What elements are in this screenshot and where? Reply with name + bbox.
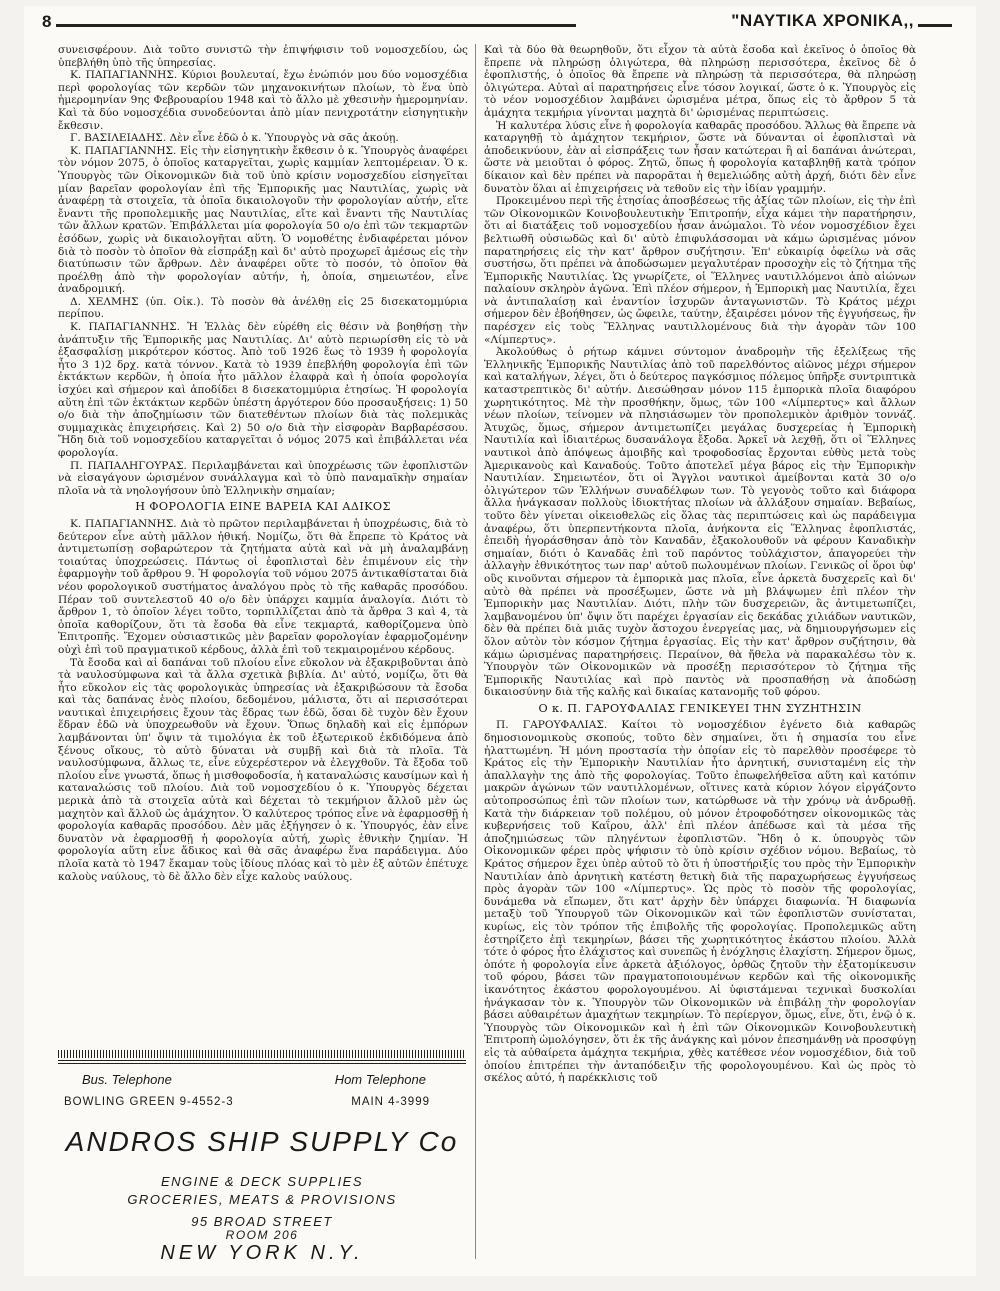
home-telephone-number: MAIN 4-3999 xyxy=(351,1096,430,1108)
bus-telephone-number: BOWLING GREEN 9-4552-3 xyxy=(64,1096,234,1108)
ad-line-groceries: GROCERIES, MEATS & PROVISIONS xyxy=(127,1192,397,1207)
ad-top-rule xyxy=(58,1050,466,1058)
paragraph: Π. ΠΑΠΑΛΗΓΟΥΡΑΣ. Περιλαμβάνεται καὶ ὑποχρέωσις τῶν ἐφοπλιστῶν νὰ εἰσαγάγουν ὡρισμένον συνάλλαγμα καὶ τὸ ὑπὸ παναμαϊκὴν σημαίαν πλοῖα νὰ τὰ νηολογήσουν ὑπὸ Ἑλληνικὴν σημαίαν; xyxy=(58,459,468,497)
paragraph: Κ. ΠΑΠΑΓΙΑΝΝΗΣ. Κύριοι βουλευταί, ἔχω ἐνώπιόν μου δύο νομοσχέδια περὶ φορολογίας τῶν κερδῶν τῶν μηχανοκινήτων πλοίων, τὸ ἕνα ὑπὸ ἡμερομηνίαν 9ης Φεβρουαρίου 1948 καὶ τὸ ἄλλο μὲ χθεσινὴν ἡμερομηνίαν. Καὶ τὰ δύο νομοσχέδια συνοδεύονται ἀπὸ μίαν πενιχροτάτην εἰσηγητικὴν ἔκθεσιν. xyxy=(58,69,468,132)
paragraph: Π. ΓΑΡΟΥΦΑΛΙΑΣ. Καίτοι τὸ νομοσχέδιον ἐγένετο διὰ καθαρῶς δημοσιονομικοὺς σκοπούς, τοῦτο δὲν σημαίνει, ὅτι ἡ σημασία του εἶνε ἠλαττωμένη. Ἡ μόνη προστασία τὴν ὁποίαν εἰς τὸ παρελθὸν προσέφερε τὸ Κράτος εἰς τὴν Ἐμπορικὴν Ναυτιλίαν ἦτο ἀρνητική, συνισταμένη εἰς τὴν ἀπαλλαγὴν της ἀπὸ τῆς φορολογίας. Τοῦτο ἐπωφελήθεῖσα αὕτη καὶ κατόπιν μακρῶν ἀγώνων τῶν ναυτιλλομένων, οἵτινες κατὰ κύριον λόγον εἰργάζοντο αὐτοπροσώπως ἐπὶ τῶν πλοίων των, κατώρθωσε νὰ τὴν χρόνῳ νὰ ἀνδρωθῇ. Κατὰ τὴν διάρκειαν τοῦ πολέμου, οὐ μόνον ἐτροφοδότησεν οἰκονομικῶς τὰς κυβερνήσεις τοῦ Καΐρου, ἀλλ' ἐπὶ πλέον ἀπέδωσε καὶ τὰ μέσα τῆς ἀποζημιώσεως τῶν πληγέντων ἐφοπλιστῶν. Ἤδη ὁ κ. ὑπουργὸς τῶν Οἰκονομικῶν φέρει πρὸς ψήφισιν τὸ ὑπὸ κρίσιν σχέδιον νόμου. Βεβαίως, τὸ Κράτος σήμερον ἔχει ὑπὲρ αὐτοῦ τὸ ὅτι ἡ ὑποστήριξίς του πρὸς τὴν Ἐμπορικὴν Ναυτιλίαν ἀπὸ ἀρνητικὴ κατέστη θετικὴ διὰ τῆς παραχωρήσεως ἐγγυήσεως πρὸς ἀγορὰν τῶν 100 «Λίμπερτυς». Ὡς πρὸς τὸ ποσὸν τῆς φορολογίας, δυνάμεθα νὰ εἴπωμεν, ὅτι κατ' ἀρχὴν δὲν ὑπάρχει διαφωνία. Ἡ διαφωνία μεταξὺ τοῦ Ὑπουργοῦ τῶν Οἰκονομικῶν καὶ τῶν ἐφοπλιστῶν συνίσταται, κυρίως, εἰς τὸν τρόπον τῆς ἐπιβολῆς τῆς φορολογίας. Προπολεμικῶς αὕτη ἐστηρίζετο ἐπὶ τεκμηρίων, βάσει τῆς χωρητικότητος ἑκάστου πλοίου. Ἀλλὰ τότε ὁ φόρος ἦτο ἐλάχιστος καὶ συνεπῶς ἡ ἐνόχλησις ἐλαχίστη. Σήμερον ὅμως, ὁπότε ἡ φορολογία εἶνε ἀρκετὰ ἀξιόλογος, ὀρθῶς ζητοῦν τὴν ἐξατομίκευσιν τοῦ φόρου, βάσει τῶν πραγματοποιουμένων κερδῶν καὶ τῆς οἰκονομικῆς ἱκανότητος ἑκάστου φορολογουμένου. Αἱ ὑφιστάμεναι τεχνικαὶ δυσκολίαι ἠνάγκασαν τὸν κ. Ὑπουργὸν τῶν Οἰκονομικῶν νὰ ἐπιβάλῃ τὴν φορολογίαν βάσει αὐθαιρέτων ἀμαχήτων τεκμηρίων. Τὸ περίεργον, ὅμως, εἶνε, ὅτι, ἐνῷ ὁ κ. Ὑπουργὸς τῶν Οἰκονομικῶν καὶ ἡ ἐπὶ τῶν Οἰκονομικῶν Κοινοβουλευτικὴ Ἐπιτροπὴ ὡμολόγησεν, ὅτι ἐκ τῆς ἀνάγκης καὶ μόνον ἐπεσημάνθῃ νὰ προσφύγῃ εἰς τὰ αὐθαίρετα ἀμάχητα τεκμήρια, χθὲς κατέθεσε νέον νομοσχέδιον, διὰ τοῦ ὁποίου ἐπιτρέπει τὴν ἀνταπόδειξιν τῆς φορολογουμένου. Καὶ ὡς πρὸς τὸ σκέλος αὐτό, ἡ παρέκκλισις τοῦ xyxy=(484,719,916,1085)
paragraph: Τὰ ἔσοδα καὶ αἱ δαπάναι τοῦ πλοίου εἶνε εὔκολον νὰ ἐξακριβοῦνται ἀπὸ τὰ ναυλοσύμφωνα καὶ τὰ ἄλλα σχετικὰ βιβλία. Δι' αὐτό, νομίζω, ὅτι θὰ ἦτο εὔκολον εἰς τὰς φορολογικὰς ὑπηρεσίας νὰ ἐξακριβώσουν τὰ ἔσοδα καὶ τὰς δαπάνας ἑνὸς πλοίου, δεδομένου, μάλιστα, ὅτι αἱ περισσότεραι ναυτικαὶ ἐπιχειρήσεις ἔχουν τὰς ἕδρας των ἐδῶ, ὅσαι δὲ τυχὸν δὲν ἔχουν ἕδραν ἐδῶ νὰ ὑποχρεωθοῦν νὰ ἔχουν. Ὅπως δηλαδὴ καὶ εἰς ἐμπόρων λαμβάνονται ὑπ' ὄψιν τὰ τιμολόγια ἐκ τοῦ ἐξωτερικοῦ ἐκδιδόμενα ἀπὸ ξένους οἴκους, τὸ αὐτὸ δύναται νὰ συμβῇ καὶ διὰ τὰ πλοῖα. Τὰ ναυλοσύμφωνα, ἄλλως τε, εἶνε εὐχερέστερον νὰ ἐλεγχθοῦν. Τὰ ἔξοδα τοῦ πλοίου εἶνε γνωστά, ὅπως ἡ μισθοφοδοσία, ἡ καταναλώσις καυσίμων καὶ ἡ καταναλώσις τοῦ πλοίου. Διὰ τοῦ νομοσχεδίου ὁ κ. Ὑπουργὸς δέχεται μερικὰ ἀπὸ τὰ στοιχεῖα αὐτὰ καὶ δέχεται τὸ τεκμήριον ἄλλοῦ μὲν ὡς μαχητὸν καὶ ἄλλοῦ ὡς ἀμάχητον. Ὁ καλύτερος τρόπος εἶνε νὰ ἐφαρμοσθῇ ἡ φορολογία καθαρᾶς προσόδου. Δὲν μᾶς ἐξήγησεν ὁ κ. Ὑπουργός, ἐὰν εἶνε δυνατὸν νὰ ἐφαρμοσθῇ ἡ φορολογία αὐτή, χωρὶς ἐθνικὴν ζημίαν. Ἡ φορολογία αὕτη εἶνε ἄδικος καὶ θὰ σᾶς ἀναφέρω ἕνα παράδειγμα. Δύο πλοῖα κατὰ τὸ 1947 ἔκαμαν τοὺς ἰδίους πλόας καὶ τὸ μὲν ἐξ αὐτῶν ἐπέτυχε καλοὺς ναύλους, τὸ δὲ ἄλλο δὲν εἶχε καλοὺς ναύλους. xyxy=(58,656,468,883)
paragraph: Κ. ΠΑΠΑΓΙΑΝΝΗΣ. Εἰς τὴν εἰσηγητικὴν ἔκθεσιν ὁ κ. Ὑπουργὸς ἀναφέρει τὸν νόμον 2075, ὁ ὁποῖος καταργεῖται, χωρὶς καμμίαν λεπτομέρειαν. Ὁ κ. Ὑπουργὸς τῶν Οἰκονομικῶν διὰ τοῦ ὑπὸ κρίσιν νομοσχεδίου εἰσηγεῖται μίαν βαρεῖαν φορολογίαν ἐπὶ τῆς Ἐμπορικῆς μας Ναυτιλίας, χωρὶς νὰ ἀναφέρῃ τὰ στοιχεῖα, τὰ ὁποῖα δικαιολογοῦν τὴν φορολογίαν αὐτήν, εἴτε ἔναντι τῆς προπολεμικῆς μας Ναυτιλίας, εἴτε καὶ ἔναντι τῆς Ναυτιλίας τῶν ἄλλων κρατῶν. Ἐπιβάλλεται μία φορολογία 50 ο/ο ἐπὶ τῶν τεκμαρτῶν ἐσόδων, χωρὶς νὰ δικαιολογῆται αὕτη. Ὁ νομοθέτης ἐνδιαφέρεται μόνον διὰ τὸ ποσὸν τὸ ὁποῖον θὰ εἰσπράξῃ καὶ δι' αὐτὸ προχωρεῖ ἀμέσως εἰς τὴν διατύπωσιν τῶν ἄρθρων. Δὲν ἀναφέρει οὔτε τὸ ποσόν, τὸ ὁποῖον θὰ προέλθῃ ἀπὸ τὴν φορολογίαν αὐτήν, ἡ, ὁποία, σημειωτέον, εἶνε ἀναδρομική. xyxy=(58,144,468,296)
paragraph: Ἀκολούθως ὁ ρήτωρ κάμνει σύντομον ἀναδρομὴν τῆς ἐξελίξεως τῆς Ἑλληνικῆς Ἐμπορικῆς Ναυτιλίας ἀπὸ τοῦ παρελθόντος αἰῶνος μέχρι σήμερον καὶ καταλήγων, λέγει, ὅτι ὁ δεύτερος παγκόσμιος πόλεμος ὑπῆρξε συντριπτικὰ καταστρεπτικὸς δι' αὐτήν. Διεσώθησαν μόνον 115 ἐμπορικὰ πλοῖα διαφόρου χωρητικότητος. Μὲ τὴν προσθήκην, ὅμως, τῶν 100 «Λίμπερτυς» καὶ ἄλλων νέων πλοίων, τείνομεν νὰ πλησιάσωμεν τὸν προπολεμικὸν ἀριθμὸν τοννάζ. Ἀτυχῶς, ὅμως, σήμερον ἀντιμετωπίζει μεγάλας δυσχερείας ἡ Ἐμπορικὴ Ναυτιλία καὶ ἰδιαιτέρως δυσανάλογα ἔξοδα. Ἀρκεῖ νὰ λεχθῇ, ὅτι οἱ Ἕλληνες ναυτικοὶ ἀπὸ ἀπόψεως ἀμοιβῆς καὶ τροφοδοσίας ἔρχονται εὐθὺς μετὰ τοὺς Ἀμερικανοὺς καὶ Καναδούς. Τοῦτο ἀποτελεῖ μέγα βάρος εἰς τὴν Ἐμπορικὴν Ναυτιλίαν. Σημειωτέον, ὅτι οἱ Ἄγγλοι ναυτικοὶ ἀμείβονται κατὰ 30 ο/ο ὀλιγώτερον τῶν Ἑλλήνων συναδέλφων των. Τὸ γεγονὸς τοῦτο καὶ διάφορα ἄλλα ἠνάγκασαν πολλοὺς ἰδιοκτήτας πλοίων νὰ ἀλλάξουν σημαίαν. Βεβαίως, τοῦτο δὲν γίνεται οἰκειοθελῶς εἰς ὅλας τὰς περιπτώσεις καὶ ὡς παράδειγμα ἀναφέρω, ὅτι ὑπερπεντήκοντα πλοῖα, ἀνήκοντα εἰς Ἕλληνας ἐφοπλιστάς, ἐπειδὴ ἠγοράσθησαν ἀπὸ τὸν Καναδᾶν, ἐξακολουθοῦν νὰ φέρουν Καναδικὴν σημαίαν, διότι ὁ Καναδᾶς ἐπὶ τοῦ παρόντος τοὐλάχιστον, ἀπαγορεύει τὴν ἀλλαγὴν ἐθνικότητος των παρ' αὐτοῦ πωλουμένων πλοίων. Γενικῶς οἱ ὅροι ὑφ' οὓς κινοῦνται σήμερον τὰ ἐμπορικὰ μας πλοῖα, εἶνε ἀρκετὰ δυσχερεῖς καὶ δι' αὐτὸ θὰ πρέπει νὰ προσέξωμεν, ὥστε νὰ μὴ βλάψωμεν ἐπὶ πλέον τὴν Ἐμπορικὴν μας Ναυτιλίαν. Διότι, πλὴν τῶν δυσχερειῶν, ἃς ἀντιμετωπίζει, λαμβανομένου ὑπ' ὄψιν ὅτι παρέχει ἐργασίαν εἰς δεκάδας χιλιάδων ναυτικῶν, δὲν θὰ πρέπει διὰ μιᾶς τυχὸν ἄστοχου ἐνεργείας μας, νὰ δημιουργήσωμεν εἰς ὅλον αὐτὸν τὸν κόσμον ζήτημα ἐργασίας. Εἰς τὴν κατ' ἄρθρον συζήτησιν, θὰ κάμω ὡρισμένας παρατηρήσεις. Περαίνον, θὰ ἤθελα νὰ παρακαλέσω τὸν κ. Ὑπουργὸν τῶν Οἰκονομικῶν νὰ προσέξῃ περισσότερον τὸ ζήτημα τῆς Ἐμπορικῆς Ναυτιλίας καὶ πρὸ παντὸς νὰ προσπαθήσῃ νὰ ἀποδώσῃ δικαιοσύνην διὰ τῆς καλῆς καὶ δικαίας κατανομῆς τοῦ φόρου. xyxy=(484,346,916,699)
right-paragraphs xyxy=(484,44,916,699)
paragraph: Κ. ΠΑΠΑΓΙΑΝΝΗΣ. Διὰ τὸ πρῶτον περιλαμβάνεται ἡ ὑποχρέωσις, διὰ τὸ δεύτερον εἶνε αὐτὴ μᾶλλον ἠθική. Νομίζω, ὅτι θὰ ἔπρεπε τὸ Κράτος νὰ ἀντιμετωπίσῃ σοβαρώτερον τὰ ζητήματα αὐτὰ καὶ νὰ μὴ ἀναλαμβάνῃ τοιαύτας ὑποχρεώσεις. Πάντως οἱ ἐφοπλισταὶ δὲν ἐπιμένουν εἰς τὴν ἐφαρμογὴν τοῦ ἄρθρου 9. Ἡ φορολογία τοῦ νόμου 2075 ἀντικαθίσταται διὰ νέου φορολογικοῦ συστήματος ἀναλόγου πρὸς τὸ τῆς καθαρᾶς προσόδου. Πέραν τοῦ συντελεστοῦ 40 ο/ο δὲν ὑπάρχει καμμία ἀναλογία. Διότι τὸ ἄρθρον 1, τὸ ὁποῖον λέγει τοῦτο, τορπιλλίζεται ἀπὸ τὰ ἄρθρα 3 καὶ 4, τὰ ὁποῖα καθορίζουν, ὅτι τὰ ἔσοδα θὰ εἶνε τεκμαρτά, καθορίζομενα ὑπὸ Ἐπιτροπῆς. Ἔχομεν οὐσιαστικῶς μὲν βαρεῖαν φορολογίαν ἐφαρμοζομένην οὐχὶ ἐπὶ τοῦ πραγματικοῦ κέρδους, ἀλλὰ ἐπὶ τοῦ τεκμαιρομένου κέρδους. xyxy=(58,517,468,656)
company-name: ANDROS SHIP SUPPLY Co xyxy=(65,1126,459,1157)
header-rule-right xyxy=(918,24,952,27)
right-column xyxy=(484,44,916,1085)
paragraph: Ἡ καλυτέρα λύσις εἶνε ἡ φορολογία καθαρᾶς προσόδου. Ἄλλως θὰ ἔπρεπε νὰ καταργηθῇ τὸ ἀμάχητον τεκμήριον, ὥστε νὰ δύνανται οἱ ἐφοπλισταὶ νὰ ἀποδεικνύουν, ἐὰν αἱ εἰσπράξεις των ἦσαν κατώτεραι ἢ αἱ δαπάναι ἀνώτεραι, ὥστε νὰ μειοῦται ὁ φόρος. Ζητῶ, ὅπως ἡ φορολογία καταβληθῇ κατὰ τρόπον δίκαιον καὶ δὲν πρέπει νὰ παρορᾶται ἡ θεμελιώδης αὐτὴ ἀρχή, διότι δὲν εἶνε δυνατὸν ὅλαι αἱ ἐπιχειρήσεις νὰ τεθοῦν εἰς τὴν ἰδίαν γραμμήν. xyxy=(484,119,916,195)
right-paragraphs-2 xyxy=(484,719,916,1084)
column-divider xyxy=(475,44,476,1259)
advertisement xyxy=(58,1060,466,1264)
page-header xyxy=(32,11,952,36)
paragraph: συνεισφέρουν. Διὰ τοῦτο συνιστῶ τὴν ἐπιψήφισιν τοῦ νομοσχεδίου, ὡς ὑπεβλήθη ὑπὸ τῆς ὑπηρεσίας. xyxy=(58,44,468,69)
ad-room: ROOM 206 xyxy=(225,1228,299,1242)
ad-line-supplies: ENGINE & DECK SUPPLIES xyxy=(160,1174,364,1189)
right-subheading: Ο κ. Π. ΓΑΡΟΥΦΑΛΙΑΣ ΓΕΝΙΚΕΥΕΙ ΤΗΝ ΣΥΖΗΤΗΣΙΝ xyxy=(538,701,862,715)
header-rule-left xyxy=(56,24,576,27)
left-subheading: Η ΦΟΡΟΛΟΓΙΑ ΕΙΝΕ ΒΑΡΕΙΑ ΚΑΙ ΑΔΙΚΟΣ xyxy=(135,500,391,514)
left-paragraphs xyxy=(58,44,468,497)
page-number: 8 xyxy=(42,12,52,31)
paragraph: Προκειμένου περὶ τῆς ἐτησίας ἀποσβέσεως τῆς ἀξίας τῶν πλοίων, εἰς τὴν ἐπὶ τῶν Οἰκονομικῶν Κοινοβουλευτικὴν Ἐπιτροπήν, εἶχα κάμει τὴν παρατήρησιν, ὅτι αἱ διατάξεις τοῦ νομοσχεδίου ἦσαν ἀνώμαλοι. Τὸ νέον νομοσχέδιον ἔχει βελτιωθῆ οὐσιωδῶς καὶ δι' αὐτὸ ἐπιφυλάσσομαι νὰ κάμω ὡρισμένας μόνον παρατηρήσεις εἰς τὴν κατ' ἄρθρον συζήτησιν. Ἐπ' εὐκαιρίᾳ ὀφείλω νὰ σᾶς συστήσω, ὅτι πρέπει νὰ ἀποδώσωμεν μεγαλυτέραν προσοχὴν εἰς τὸ ζήτημα τῆς Ἐμπορικῆς Ναυτιλίας. Ὡς γνωρίζετε, οἱ Ἕλληνες ναυτιλλόμενοι ἀπὸ αἰώνων παλαίουν σκληρὸν ἀγῶνα. Ἐπὶ πλέον σήμερον, ἡ Ἐμπορικὴ μας Ναυτιλία, ἔχει νὰ ἀντιπαλαίσῃ καὶ ἐναντίον ἰσχυρῶν ἀνταγωνιστῶν. Τὸ Κράτος μέχρι σήμερον δὲν ἐβοήθησεν, ὡς ὤφειλε, ταύτην, ἐξαιρέσει μόνον τῆς ἐγγυήσεως, ἣν παρέσχεν εἰς τοὺς Ἕλληνας ναυτιλλομένους διὰ τὴν ἀγορὰν τῶν 100 «Λίμπερτυς». xyxy=(484,195,916,346)
ad-street: 95 BROAD STREET xyxy=(191,1214,333,1229)
paragraph: Γ. ΒΑΣΙΛΕΙΑΔΗΣ. Δὲν εἶνε ἐδῶ ὁ κ. Ὑπουργὸς νὰ σᾶς ἀκούῃ. xyxy=(70,132,399,145)
paragraph: Καὶ τὰ δύο θὰ θεωρηθοῦν, ὅτι εἶχον τὰ αὐτὰ ἔσοδα καὶ ἐκεῖνος ὁ ὁποῖος θὰ ἔπρεπε νὰ πληρώσῃ ὀλιγώτερα, θὰ πληρώσῃ περισσότερα, ἐκεῖνος δὲ ὁ ἐφοπλιστής, ὁ ὁποῖος θὰ ἔπρεπε νὰ πληρώσῃ τὰ περισσότερα, θὰ πληρώσῃ ὀλιγώτερα. Αὐταὶ αἱ παρατηρήσεις εἶνε τόσον λογικαί, ὥστε ὁ κ. Ὑπουργὸς εἰς τὸ νέον νομοσχέδιον λαμβάνει ὡρισμένα μέτρα, ὅπως εἰς τὸ ἄρθρον 5 τὰ ἀμάχητα τεκμήρια γίνονται μαχητὰ δι' ὡρισμένας περιπτώσεις. xyxy=(484,44,916,119)
paragraph: Κ. ΠΑΠΑΓΙΑΝΝΗΣ. Ἡ Ἑλλὰς δὲν εὑρέθη εἰς θέσιν νὰ βοηθήσῃ τὴν ἀνάπτυξιν τῆς Ἐμπορικῆς μας Ναυτιλίας. Δι' αὐτὸ περιωρίσθη εἰς τὸ νὰ ἐξασφαλίσῃ μικρότερον κόστος. Ἀπὸ τοῦ 1926 ἕως τὸ 1939 ἡ φορολογία ἦτο 3 1)2 δρχ. κατὰ τόννον. Κατὰ τὸ 1939 ἐπεβλήθη φορολογία ἐπὶ τῶν ἐκτάκτων κερδῶν, ἡ ὁποία ἦτο μᾶλλον ἐλαφρὰ καὶ ἡ ὁποία φορολογία ἰσχύει καὶ σήμερον καὶ ἀποδίδει 8 δισεκατομμύρια ἐτησίως. Ἡ φορολογία αὕτη ἐπὶ τῶν ἐκτάκτων κερδῶν ὑπέστη ἀργότερον δύο προσαυξήσεις: 1) 50 ο/ο διὰ τὴν ἀποζημίωσιν τῶν διατεθέντων πλοίων διὰ τὰς πολεμικὰς συμμαχικὰς ἐπιχειρήσεις. Καὶ 2) 50 ο/ο διὰ τὴν εἰσφορὰν Βαρβαρέσσου. Ἤδη διὰ τοῦ νομοσχεδίου καταργεῖται ὁ νόμος 2075 καὶ ἐπιβάλλεται νέα φορολογία. xyxy=(58,321,468,459)
home-telephone-label: Hom Telephone xyxy=(334,1072,426,1087)
masthead: "ΝΑΥΤΙΚΑ ΧΡΟΝΙΚΑ,, xyxy=(731,11,914,30)
ad-city: NEW YORK N.Y. xyxy=(160,1242,364,1264)
paragraph: Δ. ΧΕΛΜΗΣ (ὑπ. Οἰκ.). Τὸ ποσὸν θὰ ἀνέλθῃ εἰς 25 δισεκατομμύρια περίπου. xyxy=(58,295,468,321)
left-paragraphs-2 xyxy=(58,518,468,883)
left-column xyxy=(58,44,468,883)
bus-telephone-label: Bus. Telephone xyxy=(82,1072,172,1087)
